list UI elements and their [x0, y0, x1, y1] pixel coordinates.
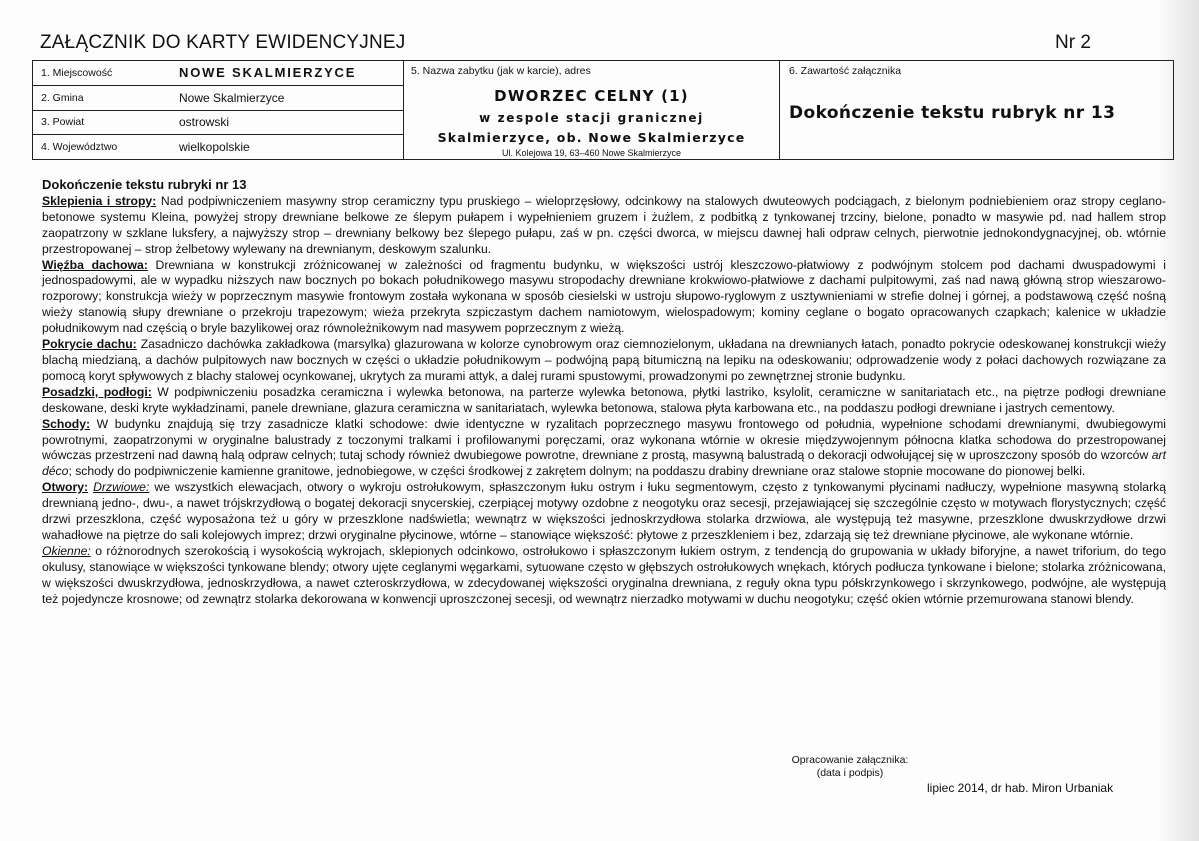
paragraph-otwory [42, 480, 1166, 544]
contents-value: Dokończenie tekstu rubryk nr 13 [789, 103, 1116, 123]
subheading-okienne: Okienne: [42, 543, 91, 558]
subheading-drzwiowe: Drzwiowe: [93, 480, 150, 495]
heading-schody: Schody: [42, 416, 91, 431]
row-gmina [33, 86, 403, 111]
text-pokrycie: Zasadniczo dachówka zakładkowa (marsylka) glazurowana w kolorze cynobrowym oraz ciemnozielonym, układana na drewnianych łatach, ponadto pokrycie odeskowanej konstrukcji wieży blachą miedzianą, a dachów pulpitowych naw bocznych w części o układzie południkowym – podwójną papą bitumiczną na lepiku na odeskowaniu; odprowadzenie wody z połaci dachowych rozwiązane za pomocą koryt spływowych z blachy stalowej ocynkowanej, ukrytych za murami attyk, a dalej rurami spustowymi, prowadzonymi po zewnętrznej stronie budynku. [42, 337, 1166, 383]
row-powiat [33, 111, 403, 136]
document-title: ZAŁĄCZNIK DO KARTY EWIDENCYJNEJ [40, 32, 406, 53]
miejscowosc-label: 1. Miejscowość [41, 66, 113, 79]
wojewodztwo-value: wielkopolskie [179, 140, 250, 155]
monument-line2: w zespole stacji granicznej [479, 111, 704, 125]
document-body [42, 177, 1166, 607]
heading-posadzki: Posadzki, podłogi: [42, 384, 152, 399]
paragraph-schody [42, 417, 1166, 481]
heading-pokrycie: Pokrycie dachu: [42, 337, 137, 352]
location-column [33, 61, 404, 159]
text-posadzki: W podpiwniczeniu posadzka ceramiczna i wylewka betonowa, na parterze wylewka betonowa, płytki lastriko, ksylolit, ceramiczne w sanitariatach etc., na piętrze podłogi drewniane deskowane, deski kryte wykładzinami, panele drewniane, glazura ceramiczna w sanitariatach, wylewka betonowa, stalowa płyta karbowana etc., na poddaszu podłogi drewniane i jastrych cementowy. [42, 384, 1166, 415]
preparation-sublabel: (data i podpis) [816, 767, 884, 779]
wojewodztwo-label: 4. Województwo [41, 141, 118, 154]
monument-label: 5. Nazwa zabytku (jak w karcie), adres [411, 65, 591, 77]
document-number: Nr 2 [1055, 32, 1091, 53]
text-wiezba: Drewniana w konstrukcji zróżnicowanej w zależności od fragmentu budynku, w większości ustrój kleszczowo-płatwiowy z podwójnym stolcem pod dachami dwuspadowymi i jednospadowymi, ale w wypadku niższych naw bocznych po bokach południkowego masywu stropodachy drewniane krokwiowo-płatwiowe z dachami pulpitowymi, zaś nad nawą główną strop wieszarowo-rozporowy; konstrukcja wieży w poprzecznym masywie frontowym została wykonana w sposób ciesielski w ustroju słupowo-ryglowym z usztywnieniami w strefie dolnej i górnej, a podstawową część nośną wieży stanowią słupy drewniane o przekroju trapezowym; wieża przekryta szpiczastym dachem namiotowym, wielospadowym; kominy ceglane o bogato opracowanych czapkach; kalenice w układzie południkowym nad częścią o bryle bazylikowej oraz równoleżnikowym nad masywem poprzecznym z wieżą. [42, 257, 1166, 336]
monument-line3: Skalmierzyce, ob. Nowe Skalmierzyce [437, 130, 746, 145]
monument-column [404, 61, 780, 159]
gmina-label: 2. Gmina [41, 91, 84, 104]
monument-name: DWORZEC CELNY (1) [494, 87, 689, 105]
contents-column [780, 61, 1173, 159]
row-wojewodztwo [33, 135, 403, 159]
text-schody-a: W budynku znajdują się trzy zasadnicze klatki schodowe: dwie identyczne w ryzalitach poprzecznego masywu frontowego od południa, wypełnione schodami drewnianymi, dwubiegowymi powrotnymi, zaopatrzonymi w oryginalne balustrady z toczonymi tralkami i profilowanymi poręczami, oraz wykonana wtórnie w okresie międzywojennym północna klatka schodowa do przestropowanej wówczas przestrzeni nad dawną halą odpraw celnych; tutaj schody również dwubiegowe powrotne, drewniane z prostą, masywną balustradą o dekoracji odwołującej się w uproszczony sposób do wzorców [42, 416, 1166, 463]
paragraph-posadzki [42, 385, 1166, 417]
paragraph-sklepienia [42, 194, 1166, 258]
miejscowosc-value: NOWE SKALMIERZYCE [179, 65, 357, 81]
text-sklepienia: Nad podpiwniczeniem masywny strop ceramiczny typu pruskiego – wieloprzęsłowy, odcinkowy na stalowych dwuteowych podciągach, z bielonym podniebieniem oraz stropy ceglano-betonowe systemu Kleina, powyżej stropy drewniane belkowe ze ślepym pułapem i wypełnieniem gruzem i żużlem, z podbitką z tynkowanej trzciny, bielone, ponadto w masywie pd. nad hallem strop zaopatrzony w szklane luksfery, a najwyższy strop – drewniany belkowy bez ślepego pułapu, zaś w pn. części dworca, w miejscu dawnej hali odpraw celnych, pierwotnie jednokondygnacyjnej, ob. wtórnie przestropowanej – strop żelbetowy wylewany na drewnianym, deskowym szalunku. [42, 193, 1166, 256]
powiat-label: 3. Powiat [41, 116, 85, 129]
monument-address: Ul. Kolejowa 19, 63–460 Nowe Skalmierzyce [501, 148, 682, 158]
row-miejscowosc [33, 61, 403, 86]
section-title: Dokończenie tekstu rubryki nr 13 [42, 177, 247, 192]
heading-sklepienia: Sklepienia i stropy: [42, 193, 157, 208]
paragraph-okienne [42, 544, 1166, 608]
heading-otwory: Otwory: [42, 480, 89, 495]
text-schody-italic: art déco [42, 448, 1166, 479]
paragraph-wiezba [42, 258, 1166, 338]
text-schody-b: ; schody do podpiwniczenie kamienne granitowe, jednobiegowe, w części środkowej z zakrętem dolnym; na poddaszu drabiny drewniane oraz stalowe stopnie mocowane do pionowej belki. [68, 464, 1086, 479]
preparation-block [700, 754, 1000, 780]
preparation-label: Opracowanie załącznika: [791, 754, 909, 766]
author-signature: lipiec 2014, dr hab. Miron Urbaniak [927, 781, 1114, 795]
paragraph-pokrycie [42, 337, 1166, 385]
header-table [32, 60, 1174, 160]
heading-wiezba: Więźba dachowa: [42, 257, 148, 272]
text-drzwiowe: we wszystkich elewacjach, otwory o wykroju ostrołukowym, spłaszczonym łuku ostrym i łuku segmentowym, często z tynkowanymi płycinami nadłuczy, wypełnione masywną stolarką drewnianą jedno-, dwu-, a nawet trójskrzydłową o bogatej dekoracji snycerskiej, czerpiącej motywy ozdobne z neogotyku oraz secesji, przejawiającej się szczególnie często w motywach florystycznych; część drzwi przeszklona, część wyposażona też u góry w przeszklone nadświetla; wewnątrz w większości jednoskrzydłowa stolarka drzwiowa, ale występują też masywne, przeszklone dwuskrzydłowe drzwi wahadłowe na piętrze do sali kolejowych imprez; drzwi oryginalne płycinowe, wtórne – stanowiące większość: płytowe z przeszkleniem i bez, zdarzają się też drewniane płycinowe, ale wykonane wtórnie. [42, 480, 1166, 542]
gmina-value: Nowe Skalmierzyce [179, 90, 285, 105]
text-okienne: o różnorodnych szerokością i wysokością wykrojach, sklepionych odcinkowo, ostrołukowo i spłaszczonym łukiem ostrym, z tendencją do grupowania w układy biforyjne, a nawet triforium, do tego okulusy, stanowiące w większości tynkowane blendy; otwory ujęte ceglanymi węgarkami, sytuowane często w głębszych ostrołukowych wnękach, których podłucza tynkowane i bielone; stolarka zróżnicowana, w większości dwuskrzydłowa, jednoskrzydłowa, a nawet czteroskrzydłowa, w zdecydowanej większości oryginalna drewniana, z reguły okna typu półskrzynkowego i skrzynkowego, podwójne, ale występują też pojedyncze krosnowe; od zewnątrz stolarka dekorowana w konwencji uproszczonej secesji, od wewnątrz nierzadko motywami w duchu neogotyku; część okien wtórnie przemurowana stanowi blendy. [42, 543, 1166, 606]
contents-label: 6. Zawartość załącznika [789, 65, 902, 77]
powiat-value: ostrowski [179, 115, 230, 130]
